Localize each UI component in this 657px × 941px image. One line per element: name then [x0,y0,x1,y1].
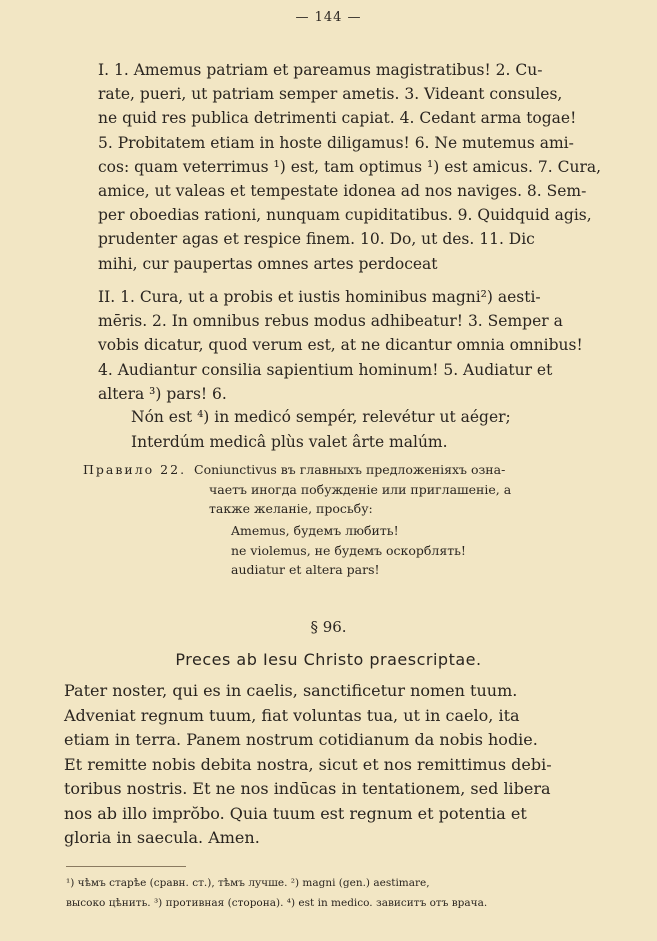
exercise-I [98,58,613,276]
grammar-rule [83,460,613,519]
text-line: II. 1. Cura, ut a probis et iustis hominibus magni²) aesti- [98,288,541,306]
text-line: mihi, cur paupertas omnes artes perdoceat [98,254,438,273]
verse-quote [131,405,511,455]
rule-text: Coniunctivus въ главныхъ предложеніяхъ озна- [194,462,506,477]
footnotes [66,873,616,913]
text-line: mēris. 2. In omnibus rebus modus adhibeatur! 3. Semper a [98,312,563,331]
footnote-line: ¹) чѣмъ старѣе (сравн. ст.), тѣмъ лучше. ²) magni (gen.) aestimare, [66,877,430,889]
rule-line: также желаніе, просьбу: [209,501,373,516]
text-line: I. 1. Amemus patriam et pareamus magistratibus! 2. Cu- [98,61,543,79]
section-heading: Preces ab Iesu Christo praescriptae. [175,650,482,669]
example-line: audiatur et altera pars! [231,562,380,577]
prayer-line: toribus nostris. Et ne nos indūcas in tentationem, sed libera [64,779,551,798]
text-line: cos: quam veterrimus ¹) est, tam optimus ¹) est amicus. 7. Cura, [98,157,602,176]
example-line: Amemus, будемъ любить! [231,523,399,538]
rule-line [83,460,613,480]
prayer-line: Pater noster, qui es in caelis, sanctificetur nomen tuum. [64,681,518,700]
prayer-line: gloria in saecula. Amen. [64,828,260,847]
prayer-line: Et remitte nobis debita nostra, sicut et nos remittimus debi- [64,754,552,774]
rule-label: Правило 22. [83,462,187,477]
text-line: 5. Probitatem etiam in hoste diligamus! 6. Ne mutemus ami- [98,133,574,152]
page-number: — 144 — [295,10,362,25]
text-line: vobis dicatur, quod verum est, at ne dicantur omnia omnibus! [98,336,583,355]
prayer-line: Adveniat regnum tuum, fiat voluntas tua, ut in caelo, ita [64,705,520,725]
verse-line: Interdúm medicâ plùs valet ârte malúm. [131,433,448,451]
footnote-divider [66,866,186,867]
rule-examples [231,521,466,580]
text-line: per oboedias rationi, nunquam cupiditatibus. 9. Quidquid agis, [98,206,592,225]
prayer-line: nos ab illo imprŏbo. Quia tuum est regnum et potentia et [64,803,527,823]
prayer-line: etiam in terra. Panem nostrum cotidianum da nobis hodie. [64,730,538,749]
prayer-text [64,679,614,851]
text-line: rate, pueri, ut patriam semper ametis. 3. Videant consules, [98,85,563,104]
text-line: amice, ut valeas et tempestate idonea ad nos naviges. 8. Sem- [98,182,587,201]
exercise-II [98,285,613,406]
example-line: ne violemus, не будемъ оскорблять! [231,542,466,558]
text-line: prudenter agas et respice finem. 10. Do, ut des. 11. Dic [98,230,535,249]
rule-line: чаетъ иногда побужденіе или приглашеніе, а [209,481,512,497]
text-line: ne quid res publica detrimenti capiat. 4. Cedant arma togae! [98,109,577,128]
section-number: § 96. [310,618,347,636]
footnote-line: высоко цѣнить. ³) противная (сторона). ⁴) est in medico. зависитъ отъ врача. [66,897,488,909]
text-line: altera ³) pars! 6. [98,384,227,403]
verse-line: Nón est ⁴) in medicó sempér, relevétur ut aéger; [131,408,511,426]
text-line: 4. Audiantur consilia sapientium hominum! 5. Audiatur et [98,360,553,379]
